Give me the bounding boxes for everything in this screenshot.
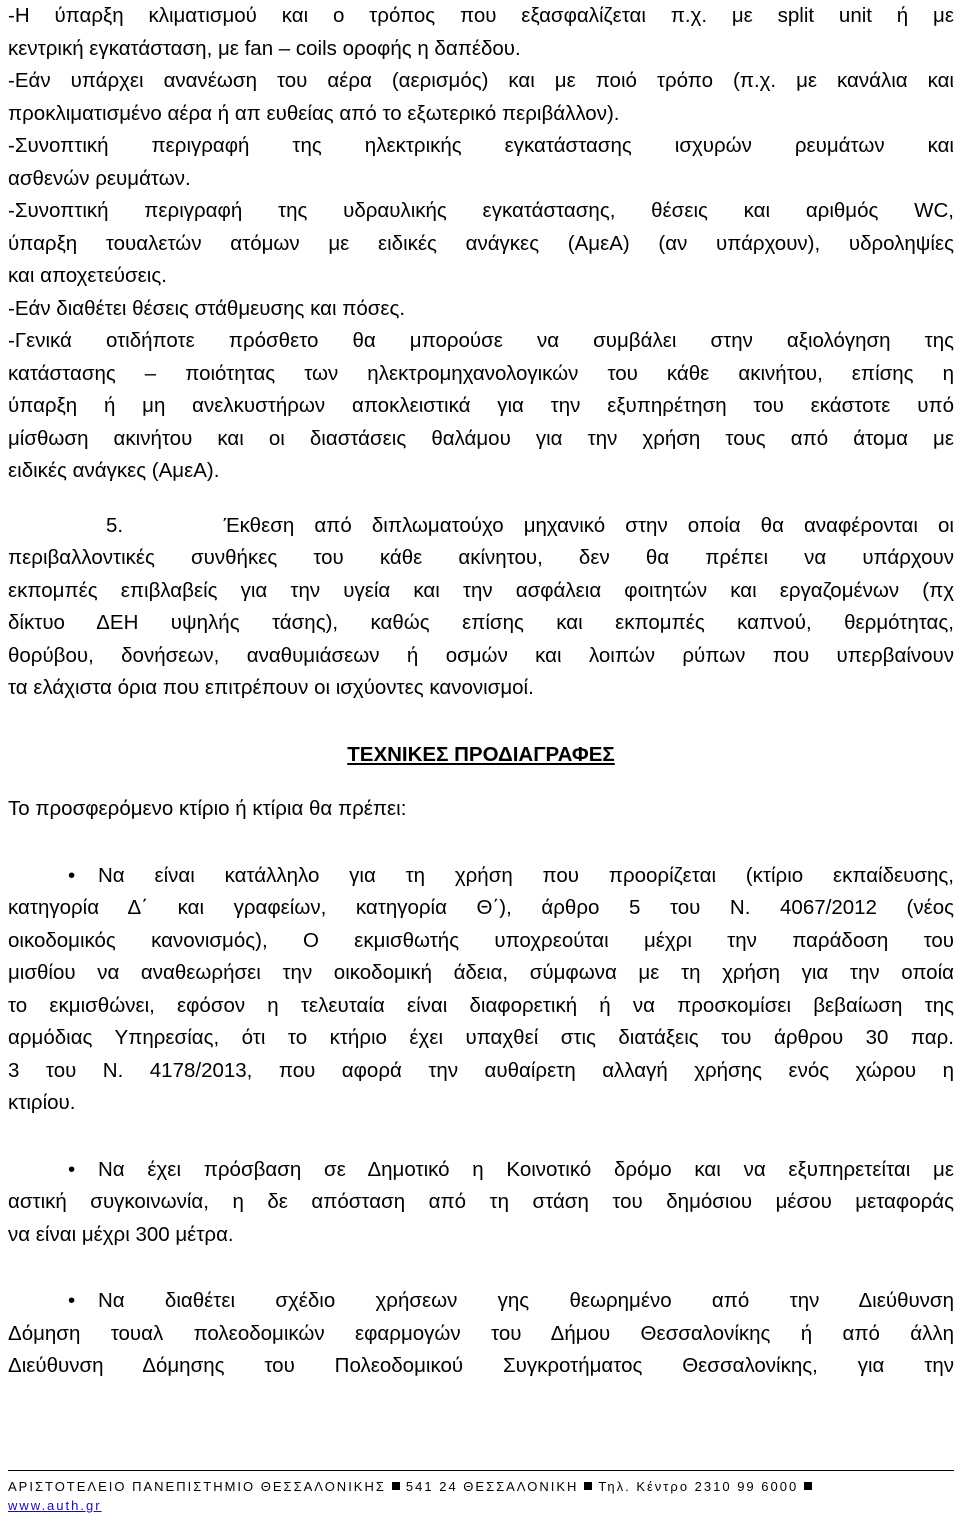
square-separator-icon [584,1482,592,1490]
item-5-first-line [8,510,954,543]
page-footer [8,1470,954,1515]
bullet-item-2 [8,1154,954,1252]
document-page [8,0,954,1383]
bullet-line: Δόμηση τουαλ πολεοδομικών εφαρμογών του Δήμου Θεσσαλονίκης ή από άλλη [8,1321,954,1345]
bullet-item-3 [8,1285,954,1383]
intro-line: και αποχετεύσεις. [8,264,167,287]
bullet-icon: • [68,1157,76,1181]
bullet-line: Διεύθυνση Δόμησης του Πολεοδομικού Συγκροτήματος Θεσσαλονίκης, για την [8,1354,954,1377]
intro-line: ασθενών ρευμάτων. [8,166,191,190]
bullet-line: να είναι μέχρι 300 μέτρα. [8,1222,234,1246]
item-5-line: περιβαλλοντικές συνθήκες του κάθε ακίνητου, δεν θα πρέπει να υπάρχουν [8,546,954,569]
bullet-icon: • [68,1289,76,1312]
bullet-line: μισθίου να αναθεωρήσει την οικοδομική άδεια, σύμφωνα με τη χρήση για την οποία [8,961,954,984]
intro-line: κατάστασης – ποιότητας των ηλεκτρομηχανολογικών του κάθε ακινήτου, επίσης η [8,361,954,385]
intro-line: -Η ύπαρξη κλιματισμού και ο τρόπος που εξασφαλίζεται π.χ. με split unit ή με [8,4,954,27]
bullet-text: Να διαθέτει σχέδιο χρήσεων γης θεωρημένο από την Διεύθυνση [98,1289,954,1312]
intro-section [8,0,954,488]
section-subheading: Το προσφερόμενο κτίριο ή κτίρια θα πρέπει: [8,797,407,820]
footer-university: ΑΡΙΣΤΟΤΕΛΕΙΟ ΠΑΝΕΠΙΣΤΗΜΙΟ ΘΕΣΣΑΛΟΝΙΚΗΣ [8,1479,386,1494]
item-5-line: εκπομπές επιβλαβείς για την υγεία και την ασφάλεια φοιτητών και εργαζομένων (πχ [8,578,954,602]
bullet-first-line [8,1285,954,1318]
square-separator-icon [804,1482,812,1490]
intro-line: ειδικές ανάγκες (ΑμεΑ). [8,459,220,482]
bullet-text: Να έχει πρόσβαση σε Δημοτικό η Κοινοτικό δρόμο και να εξυπηρετείται με [98,1157,954,1181]
bullet-line: οικοδομικός κανονισμός), Ο εκμισθωτής υποχρεούται μέχρι την παράδοση του [8,928,954,952]
intro-line: -Εάν υπάρχει ανανέωση του αέρα (αερισμός) και με ποιό τρόπο (π.χ. με κανάλια και [8,69,954,92]
intro-line: -Συνοπτική περιγραφή της ηλεκτρικής εγκατάστασης ισχυρών ρευμάτων και [8,134,954,157]
intro-line: -Γενικά οτιδήποτε πρόσθετο θα μπορούσε να συμβάλει στην αξιολόγηση της [8,329,954,352]
intro-line: κεντρική εγκατάσταση, με fan – coils οροφής η δαπέδου. [8,36,521,60]
bullet-text: Να είναι κατάλληλο για τη χρήση που προορίζεται (κτίριο εκπαίδευσης, [98,863,954,887]
item-5-line: δίκτυο ΔΕΗ υψηλής τάσης), καθώς επίσης και εκπομπές καπνού, θερμότητας, [8,611,954,634]
intro-line: ύπαρξη τουαλετών ατόμων με ειδικές ανάγκες (ΑμεΑ) (αν υπάρχουν), υδροληψίες [8,231,954,255]
bullet-line: αστική συγκοινωνία, η δε απόσταση από τη στάση του δημόσιου μέσου μεταφοράς [8,1190,954,1213]
section-heading: ΤΕΧΝΙΚΕΣ ΠΡΟΔΙΑΓΡΑΦΕΣ [347,742,615,766]
intro-line: μίσθωση ακινήτου και οι διαστάσεις θαλάμου για την χρήση τους από άτομα με [8,426,954,450]
bullet-first-line [8,1154,954,1187]
intro-line: -Συνοπτική περιγραφή της υδραυλικής εγκατάστασης, θέσεις και αριθμός WC, [8,199,954,222]
bullet-line: κτιρίου. [8,1091,76,1114]
intro-line: ύπαρξη ή μη ανελκυστήρων αποκλειστικά για την εξυπηρέτηση του εκάστοτε υπό [8,394,954,417]
bullet-item-1 [8,860,954,1120]
bullet-line: το εκμισθώνει, εφόσον η τελευταία είναι διαφορετική ή να προσκομίσει βεβαίωση της [8,993,954,1017]
section-heading-row [8,739,954,772]
intro-line: -Εάν διαθέτει θέσεις στάθμευσης και πόσες. [8,296,406,320]
footer-website-link[interactable]: www.auth.gr [8,1498,102,1513]
item-5-text: Έκθεση από διπλωματούχο μηχανικό στην οποία θα αναφέρονται οι [223,513,954,537]
square-separator-icon [392,1482,400,1490]
bullet-line: αρμόδιας Υπηρεσίας, ότι το κτήριο έχει υπαχθεί στις διατάξεις του άρθρου 30 παρ. [8,1026,954,1049]
item-5-line: τα ελάχιστα όρια που επιτρέπουν οι ισχύοντες κανονισμοί. [8,676,534,699]
footer-city: 541 24 ΘΕΣΣΑΛΟΝΙΚΗ [405,1479,579,1494]
item-5-number: 5. [106,513,124,537]
footer-phone: Τηλ. Κέντρο 2310 99 6000 [598,1479,799,1494]
item-5-line: θορύβου, δονήσεων, αναθυμιάσεων ή οσμών και λοιπών ρύπων που υπερβαίνουν [8,643,954,667]
item-5 [8,510,954,705]
intro-line: προκλιματισμένο αέρα ή απ ευθείας από το εξωτερικό περιβάλλον). [8,101,620,125]
bullet-icon: • [68,863,76,887]
bullet-line: κατηγορία Δ΄ και γραφείων, κατηγορία Θ΄), άρθρο 5 του Ν. 4067/2012 (νέος [8,896,954,919]
bullet-line: 3 του Ν. 4178/2013, που αφορά την αυθαίρετη αλλαγή χρήσης ενός χώρου η [8,1058,954,1082]
bullet-first-line [8,860,954,893]
footer-address [8,1477,954,1496]
